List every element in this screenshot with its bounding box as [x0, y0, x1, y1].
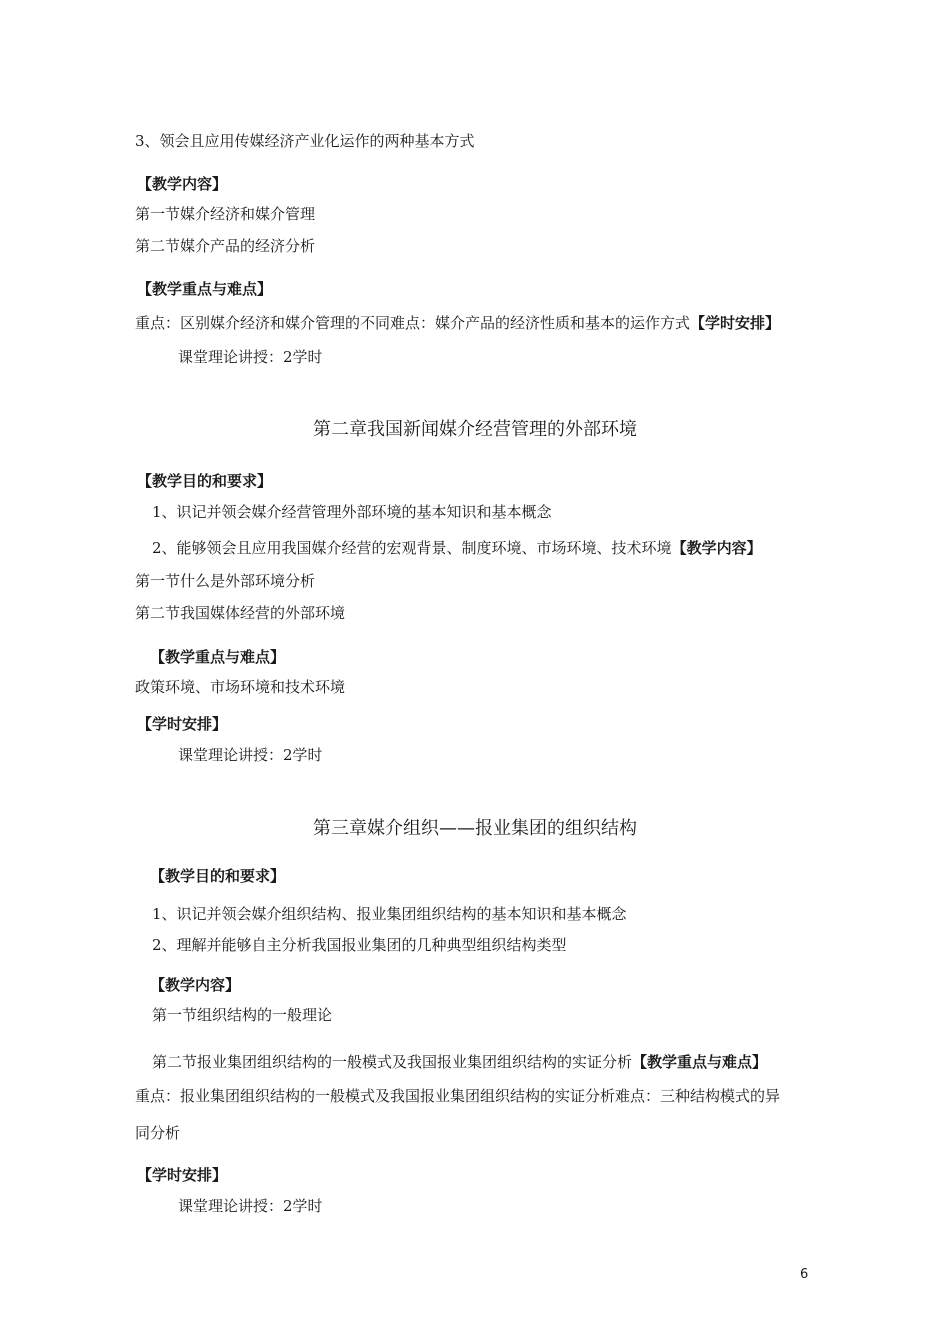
key-points-text: [135, 313, 780, 333]
chapter-3-section-2: 第二节报业集团组织结构的一般模式及我国报业集团组织结构的实证分析: [152, 1053, 633, 1071]
chapter-2-schedule-heading: 【学时安排】: [137, 715, 228, 733]
chapter-2-section-2: 第二节我国媒体经营的外部环境: [135, 604, 346, 622]
chapter-2-goal-2: 2、能够领会且应用我国媒介经营的宏观背景、制度环境、市场环境、技术环境: [152, 539, 672, 557]
content-heading: 【教学内容】: [137, 175, 228, 193]
chapter-2-title: 第二章我国新闻媒介经营管理的外部环境: [313, 419, 637, 440]
chapter-3-key-text-1: 重点：报业集团组织结构的一般模式及我国报业集团组织结构的实证分析难点：三种结构模式的异: [135, 1087, 781, 1105]
chapter-3-key-text-2: 同分析: [135, 1124, 181, 1142]
chapter-3-key-heading: 【教学重点与难点】: [632, 1053, 768, 1071]
chapter-3-content-heading: 【教学内容】: [150, 976, 241, 994]
section-item-2: 第二节媒介产品的经济分析: [135, 237, 316, 255]
chapter-3-goal-1: 1、识记并领会媒介组织结构、报业集团组织结构的基本知识和基本概念: [152, 905, 627, 923]
chapter-3-title: 第三章媒介组织——报业集团的组织结构: [313, 818, 637, 839]
key-points-body: 重点：区别媒介经济和媒介管理的不同难点：媒介产品的经济性质和基本的运作方式: [135, 314, 691, 332]
schedule-text: 课堂理论讲授：2学时: [178, 348, 323, 366]
chapter-2-key-text: 政策环境、市场环境和技术环境: [135, 678, 346, 696]
chapter-2-goal-1: 1、识记并领会媒介经营管理外部环境的基本知识和基本概念: [152, 503, 552, 521]
chapter-2-content-heading: 【教学内容】: [671, 539, 762, 557]
chapter-2-goal-2-line: [152, 538, 762, 558]
chapter-3-section-2-line: [152, 1052, 767, 1072]
chapter-3-goal-heading: 【教学目的和要求】: [150, 867, 286, 885]
chapter-3-schedule-text: 课堂理论讲授：2学时: [178, 1197, 323, 1215]
goal-item-3: 3、领会且应用传媒经济产业化运作的两种基本方式: [135, 132, 475, 150]
chapter-3-goal-2: 2、理解并能够自主分析我国报业集团的几种典型组织结构类型: [152, 936, 567, 954]
schedule-heading-inline: 【学时安排】: [690, 314, 781, 332]
key-points-heading: 【教学重点与难点】: [137, 280, 273, 298]
page-number: 6: [800, 1267, 809, 1282]
chapter-3-section-1: 第一节组织结构的一般理论: [152, 1006, 333, 1024]
chapter-3-schedule-heading: 【学时安排】: [137, 1166, 228, 1184]
chapter-2-section-1: 第一节什么是外部环境分析: [135, 572, 316, 590]
chapter-2-schedule-text: 课堂理论讲授：2学时: [178, 746, 323, 764]
chapter-2-goal-heading: 【教学目的和要求】: [137, 472, 273, 490]
section-item-1: 第一节媒介经济和媒介管理: [135, 205, 316, 223]
chapter-2-key-heading: 【教学重点与难点】: [150, 648, 286, 666]
